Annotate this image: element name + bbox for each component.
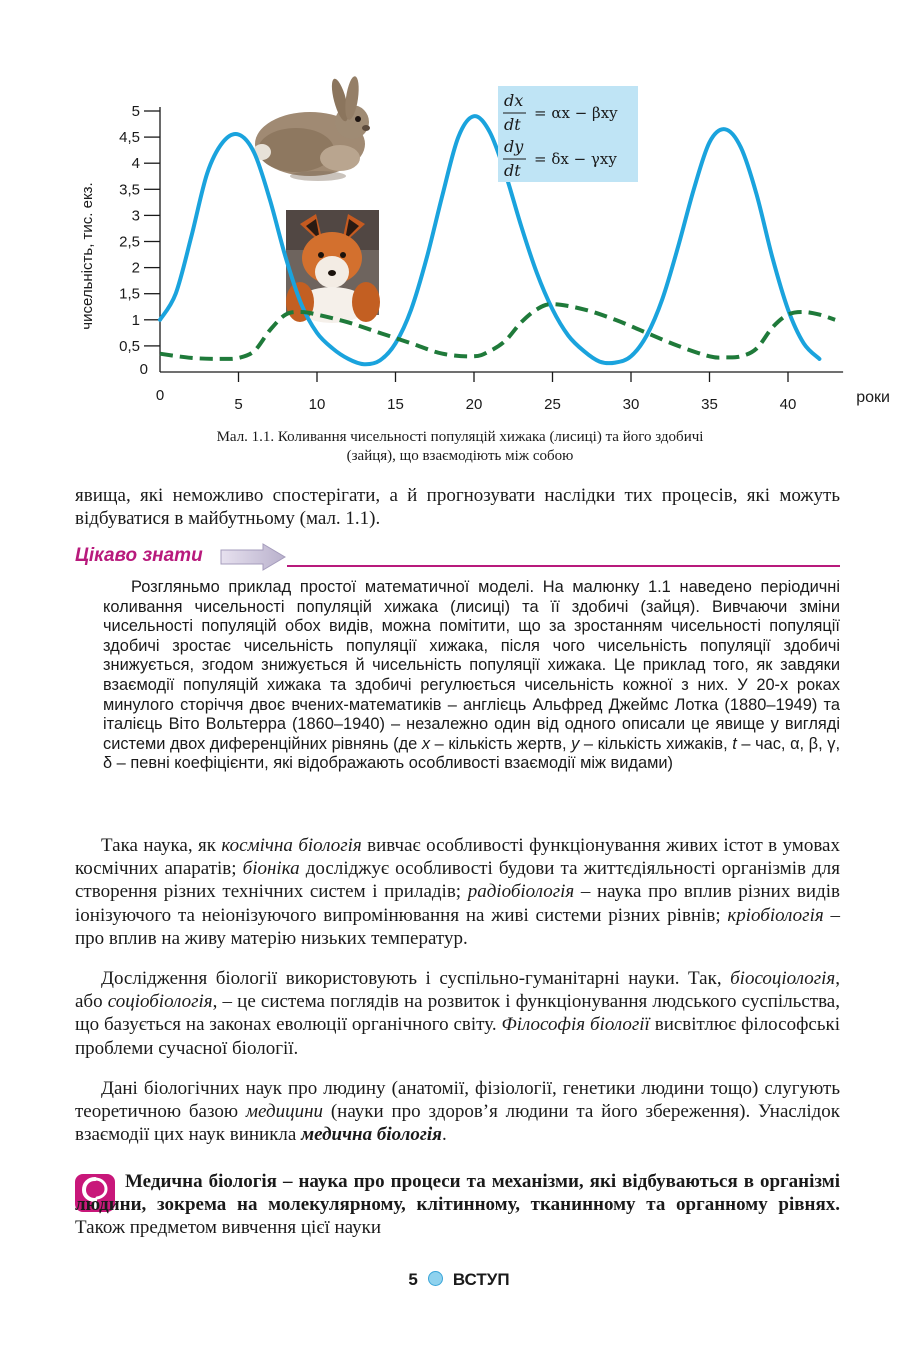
eq2-rhs: = δx − γxy: [534, 150, 617, 168]
interesting-box-header: [75, 543, 840, 571]
x-tick-label: 15: [387, 396, 404, 413]
figure-caption: [80, 428, 840, 466]
paragraph-5: Медична біологія – наука про процеси та механізми, які відбуваються в організмі людини, зокрема на молекулярному, клітинному, тканинному та органному рівнях. Також предметом вивчення цієї науки: [75, 1171, 840, 1239]
y-tick-label: 2: [131, 259, 140, 277]
eq1-denominator: dt: [504, 115, 521, 134]
caption-line-2: (зайця), що взаємодіють між собою: [346, 448, 574, 464]
x-tick-label: 5: [234, 396, 243, 413]
eq1-rhs: = αx − βxy: [534, 104, 618, 122]
interesting-box-text: Розгляньмо приклад простої математичної моделі. На малюнку 1.1 наведено періодичні коливання чисельності популяцій хижака (лисиці) та її здобичі (зайця). Вивчаючи зміни чисельності популяцій обох видів, можна помітити, що за зростанням чисельності популяції здобичі зростає чисельність популяції хижака, після чого чисельність популяції здобичі знижується, згодом знижується й чисельність популяції хижака. Це приклад того, як завдяки взаємодії популяцій хижака та здобичі регулюється чисельність кожної з них. У 20-х роках минулого сторіччя двоє вчених-математиків – англієць Альфред Джеймс Лотка (1880–1949) та італієць Віто Вольтерра (1860–1940) – незалежно один від одного описали це явище у вигляді системи двох диференційних рівнянь (де x – кількість жертв, y – кількість хижаків, t – час, α, β, γ, δ – певні коефіцієнти, які відображають особливості взаємодії між видами): [103, 578, 840, 773]
y-tick-label: 3: [131, 207, 140, 225]
section-name: ВСТУП: [452, 1270, 510, 1289]
y-tick-label: 4,5: [119, 129, 140, 147]
x-tick-label: 10: [308, 396, 326, 413]
interesting-box-title: Цікаво знати: [75, 545, 203, 566]
arrow-icon: [219, 543, 289, 571]
page-number: 5: [408, 1270, 418, 1289]
paragraph-2: Така наука, як космічна біологія вивчає особливості функціонування живих істот в умовах космічних апаратів; біоніка досліджує особливості будови та життєдіяльності організмів для створення різних технічних систем і приладів; радіобіологія – наука про вплив різних видів іонізуючого та неіонізуючого випромінювання на живі системи різних рівнів; кріобіологія – про вплив на живу матерію низьких температур.: [75, 835, 840, 949]
y-tick-label: 1: [131, 311, 140, 329]
eq2-numerator: dy: [504, 137, 524, 156]
y-tick-label: 3,5: [119, 181, 140, 199]
x-tick-label: 25: [544, 396, 561, 413]
x-tick-label: 30: [622, 396, 640, 413]
population-chart: [60, 70, 890, 420]
page-footer: [0, 1270, 918, 1290]
box-divider: [287, 565, 840, 567]
y-tick-label: 5: [131, 103, 140, 120]
x-tick-label: 35: [701, 396, 718, 413]
paragraph-4: Дані біологічних наук про людину (анатомії, фізіології, генетики людини тощо) слугують теоретичною базою медицини (науки про здоров’я людини та його збереження). Унаслідок взаємодії цих наук виникла медична біологія.: [75, 1078, 841, 1146]
y-tick-label: 0,5: [119, 337, 140, 355]
x-axis-label: роки: [856, 389, 890, 406]
predator-population-line: [160, 304, 835, 359]
y-axis-label: чисельність, тис. екз.: [79, 182, 96, 330]
paragraph-3: Дослідження біології використовують і суспільно-гуманітарні науки. Так, біосоціологія, або соціобіологія, – це система поглядів на розвиток і функціонування людського суспільства, що базується на законах еволюції органічного світу. Філософія біології висвітлює філософські проблеми сучасної біології.: [75, 968, 840, 1059]
y-tick-label: 1,5: [119, 285, 140, 303]
lotka-volterra-formula: [498, 86, 638, 182]
paragraph-1: явища, які неможливо спостерігати, а й прогнозувати наслідки тих процесів, які можуть відбуватися в майбутньому (мал. 1.1).: [75, 485, 840, 530]
x-tick-label: 20: [465, 396, 483, 413]
eq2-denominator: dt: [504, 161, 521, 180]
x-tick-label: 0: [155, 387, 165, 404]
x-tick-label: 40: [779, 396, 797, 413]
y-tick-label: 0: [139, 361, 148, 378]
y-tick-label: 4: [131, 155, 140, 173]
eq1-numerator: dx: [504, 91, 524, 110]
y-tick-label: 2,5: [119, 233, 140, 251]
footer-dot-icon: [428, 1271, 443, 1286]
caption-line-1: Мал. 1.1. Коливання чисельності популяцій хижака (лисиці) та його здобичі: [216, 429, 704, 445]
rabbit-illustration: [253, 75, 370, 181]
